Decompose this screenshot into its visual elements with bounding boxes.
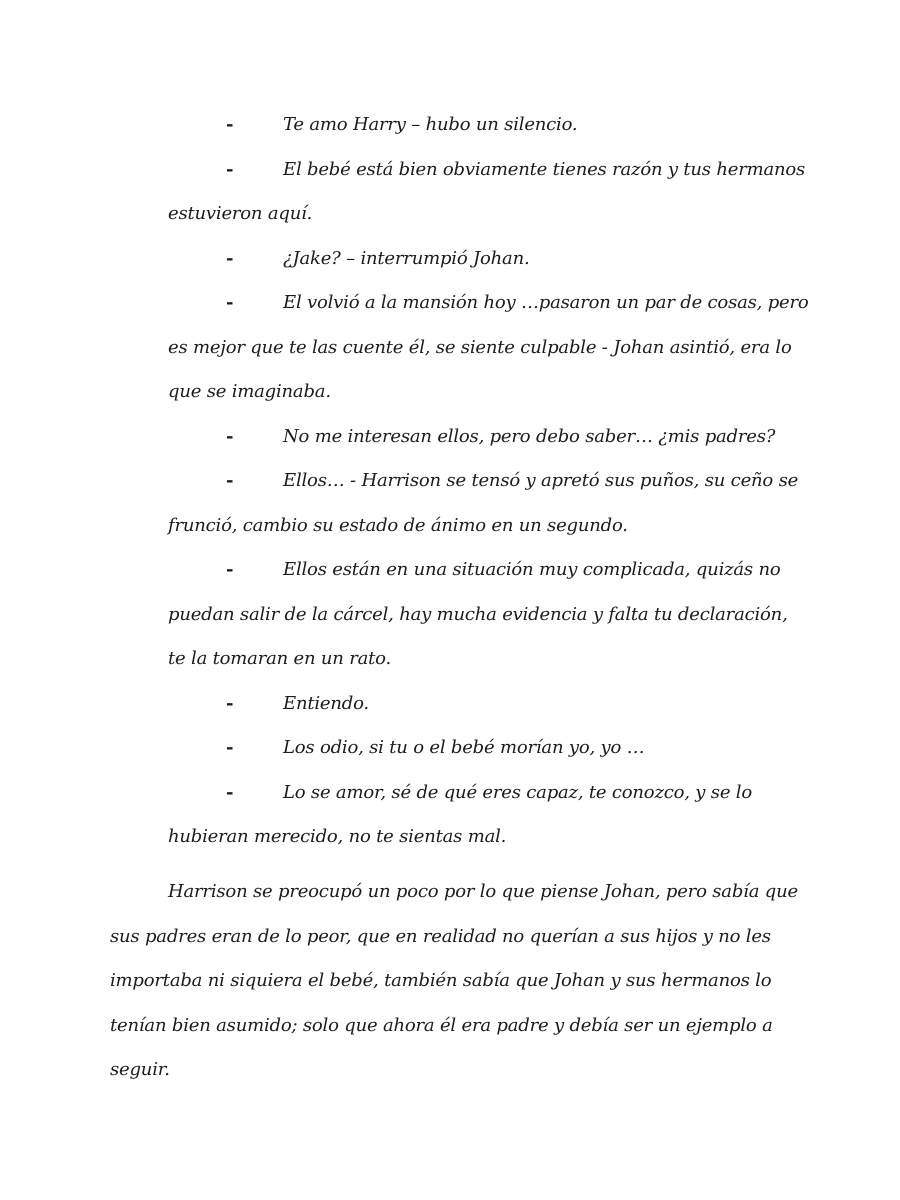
paragraph-line: Harrison se preocupó un poco por lo que piense Johan, pero sabía que [168,881,798,902]
dialogue-line [168,237,808,282]
dialogue-text: Entiendo. [283,692,369,714]
dialogue-continuation: es mejor que te las cuente él, se siente culpable - Johan asintió, era lo [168,336,792,358]
dialogue-line [168,415,808,460]
dialogue-line [168,103,808,148]
dialogue-dash: - [226,292,234,313]
dialogue-dash: - [226,781,234,803]
dialogue-dash: - [226,158,234,180]
dialogue-line [168,148,808,237]
dialogue-line [168,459,808,548]
dialogue-continuation: frunció, cambio su estado de ánimo en un segundo. [168,514,628,536]
dialogue-continuation: que se imaginaba. [168,381,331,402]
dialogue-dash: - [226,425,234,447]
dialogue-line [168,771,808,860]
dialogue-text: El volvió a la mansión hoy …pasaron un par de cosas, pero [283,292,809,313]
dialogue-block [168,103,808,860]
dialogue-dash: - [226,559,234,580]
paragraph-line: seguir. [110,1059,170,1080]
dialogue-line [168,682,808,727]
paragraph-line: tenían bien asumido; solo que ahora él era padre y debía ser un ejemplo a [110,1014,773,1036]
dialogue-text: Ellos… - Harrison se tensó y apretó sus puños, su ceño se [283,470,799,491]
dialogue-dash: - [226,247,234,269]
dialogue-text: Ellos están en una situación muy complicada, quizás no [283,559,781,580]
dialogue-line [168,726,808,771]
dialogue-text: No me interesan ellos, pero debo saber… ¿mis padres? [283,425,776,447]
dialogue-dash: - [226,470,234,491]
dialogue-continuation: puedan salir de la cárcel, hay mucha evidencia y falta tu declaración, [168,603,788,625]
dialogue-text: El bebé está bien obviamente tienes razón y tus hermanos [283,158,806,180]
dialogue-continuation: estuvieron aquí. [168,203,313,224]
narration-paragraph [110,870,810,1093]
paragraph-line: sus padres eran de lo peor, que en realidad no querían a sus hijos y no les [110,925,771,947]
dialogue-text: ¿Jake? – interrumpió Johan. [283,247,530,269]
dialogue-dash: - [226,692,234,714]
dialogue-line [168,548,808,682]
dialogue-dash: - [226,737,234,758]
dialogue-continuation: te la tomaran en un rato. [168,648,392,669]
dialogue-dash: - [226,114,234,135]
dialogue-line [168,281,808,415]
dialogue-text: Te amo Harry – hubo un silencio. [283,114,578,135]
dialogue-text: Los odio, si tu o el bebé morían yo, yo … [283,737,645,758]
dialogue-text: Lo se amor, sé de qué eres capaz, te conozco, y se lo [283,781,752,803]
dialogue-continuation: hubieran merecido, no te sientas mal. [168,826,507,847]
paragraph-line: importaba ni siquiera el bebé, también sabía que Johan y sus hermanos lo [110,970,772,991]
